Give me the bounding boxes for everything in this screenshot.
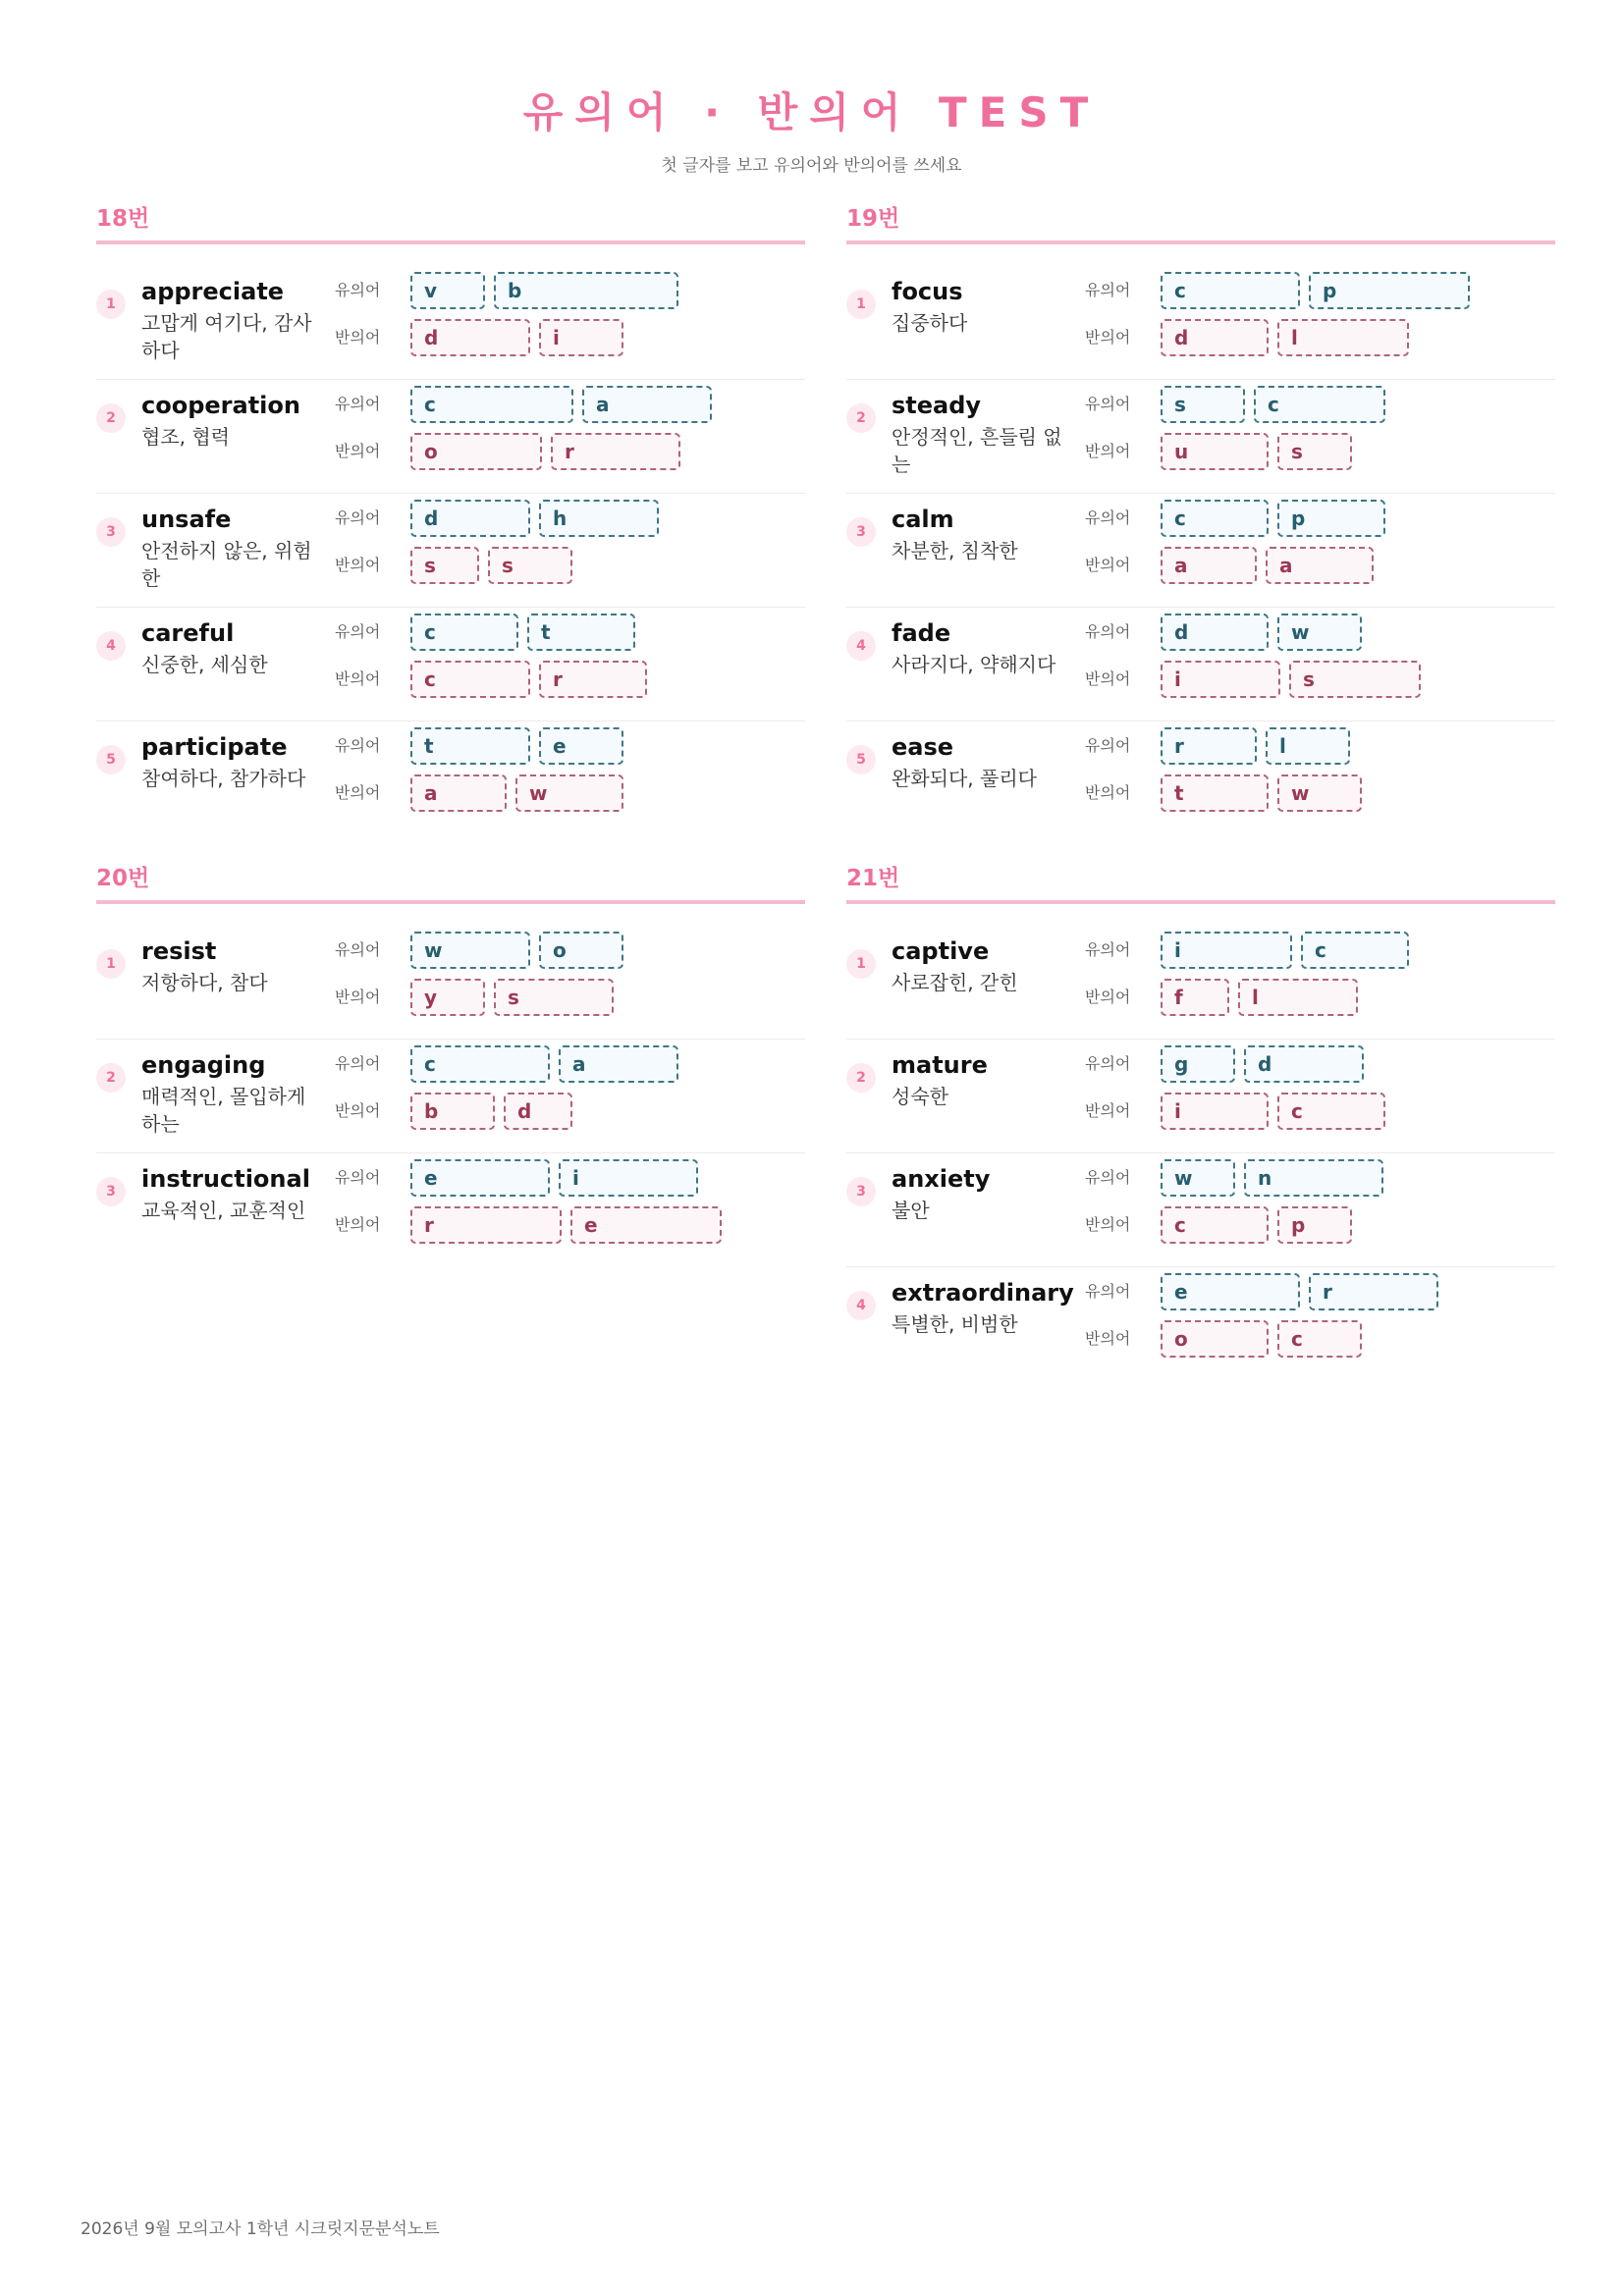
synonym-answer-box[interactable]: w bbox=[1161, 1159, 1235, 1197]
vocab-meaning: 안전하지 않은, 위험한 bbox=[141, 539, 312, 590]
antonym-answer-box[interactable]: d bbox=[1161, 319, 1269, 356]
synonym-answer-row bbox=[410, 727, 623, 765]
antonym-answer-row bbox=[410, 1093, 572, 1130]
item-number-badge: 3 bbox=[846, 1177, 876, 1206]
vocab-item bbox=[96, 721, 805, 835]
antonym-answer-row bbox=[1161, 1206, 1352, 1244]
antonym-answer-row bbox=[1161, 547, 1374, 584]
synonym-answer-row bbox=[410, 932, 623, 969]
item-number-badge: 1 bbox=[96, 949, 126, 979]
section-1 bbox=[96, 200, 805, 835]
vocab-word: ease bbox=[892, 733, 954, 761]
vocab-word: instructional bbox=[141, 1165, 310, 1193]
synonym-answer-row bbox=[410, 386, 712, 423]
synonym-answer-box[interactable]: c bbox=[1301, 932, 1409, 969]
vocab-item bbox=[96, 494, 805, 608]
antonym-label: 반의어 bbox=[1085, 1101, 1131, 1120]
page-subtitle: 첫 글자를 보고 유의어와 반의어를 쓰세요 bbox=[661, 156, 962, 176]
synonym-label: 유의어 bbox=[335, 395, 381, 413]
antonym-answer-box[interactable]: a bbox=[1161, 547, 1257, 584]
antonym-label: 반의어 bbox=[335, 442, 381, 460]
antonym-answer-box[interactable]: t bbox=[1161, 774, 1269, 812]
synonym-answer-box[interactable]: h bbox=[539, 500, 659, 537]
antonym-answer-row bbox=[410, 1206, 722, 1244]
antonym-answer-box[interactable]: s bbox=[410, 547, 479, 584]
synonym-label: 유의어 bbox=[335, 281, 381, 299]
vocab-word: calm bbox=[892, 506, 954, 533]
section-4 bbox=[846, 860, 1555, 1381]
synonym-answer-box[interactable]: d bbox=[1161, 614, 1269, 651]
item-number-badge: 4 bbox=[846, 1291, 876, 1320]
synonym-answer-box[interactable]: r bbox=[1309, 1273, 1438, 1310]
antonym-answer-box[interactable]: l bbox=[1238, 979, 1358, 1016]
vocab-item bbox=[96, 380, 805, 494]
vocab-meaning: 교육적인, 교훈적인 bbox=[141, 1199, 306, 1222]
antonym-label: 반의어 bbox=[335, 556, 381, 574]
vocab-meaning: 협조, 협력 bbox=[141, 425, 230, 449]
synonym-label: 유의어 bbox=[335, 736, 381, 755]
vocab-meaning: 성숙한 bbox=[892, 1085, 948, 1108]
vocab-word: cooperation bbox=[141, 392, 300, 419]
antonym-answer-row bbox=[410, 979, 614, 1016]
synonym-answer-row bbox=[1161, 1045, 1364, 1083]
item-number-badge: 2 bbox=[96, 1063, 126, 1093]
synonym-answer-row bbox=[1161, 614, 1362, 651]
synonym-answer-box[interactable]: e bbox=[539, 727, 623, 765]
page-title: 유의어 · 반의어 TEST bbox=[522, 88, 1101, 136]
synonym-answer-box[interactable]: d bbox=[410, 500, 530, 537]
vocab-word: mature bbox=[892, 1051, 988, 1079]
vocab-word: unsafe bbox=[141, 506, 232, 533]
page-header bbox=[0, 80, 1623, 176]
vocab-meaning: 신중한, 세심한 bbox=[141, 653, 268, 676]
antonym-label: 반의어 bbox=[335, 1101, 381, 1120]
antonym-answer-box[interactable]: s bbox=[494, 979, 614, 1016]
antonym-label: 반의어 bbox=[1085, 328, 1131, 347]
synonym-answer-row bbox=[1161, 727, 1350, 765]
synonym-answer-box[interactable]: t bbox=[527, 614, 635, 651]
section-title: 21번 bbox=[846, 860, 1555, 904]
antonym-answer-box[interactable]: c bbox=[1277, 1093, 1385, 1130]
vocab-item bbox=[846, 1153, 1555, 1267]
synonym-answer-box[interactable]: b bbox=[494, 272, 678, 309]
synonym-answer-box[interactable]: s bbox=[1161, 386, 1245, 423]
vocab-meaning: 사로잡힌, 갇힌 bbox=[892, 971, 1018, 994]
synonym-answer-box[interactable]: w bbox=[410, 932, 530, 969]
antonym-answer-box[interactable]: c bbox=[1277, 1320, 1362, 1358]
synonym-answer-box[interactable]: c bbox=[410, 614, 518, 651]
vocab-item bbox=[96, 266, 805, 380]
synonym-answer-box[interactable]: t bbox=[410, 727, 530, 765]
synonym-answer-box[interactable]: c bbox=[410, 386, 573, 423]
section-3 bbox=[96, 860, 805, 1267]
item-number-badge: 1 bbox=[846, 290, 876, 319]
vocab-meaning: 매력적인, 몰입하게 하는 bbox=[141, 1085, 306, 1136]
antonym-answer-box[interactable]: i bbox=[1161, 661, 1280, 698]
antonym-label: 반의어 bbox=[1085, 783, 1131, 802]
synonym-answer-box[interactable]: a bbox=[582, 386, 712, 423]
antonym-answer-box[interactable]: f bbox=[1161, 979, 1229, 1016]
antonym-answer-box[interactable]: s bbox=[1277, 433, 1352, 470]
synonym-answer-row bbox=[410, 500, 659, 537]
vocab-item bbox=[846, 721, 1555, 835]
antonym-label: 반의어 bbox=[335, 328, 381, 347]
vocab-meaning: 고맙게 여기다, 감사하다 bbox=[141, 311, 312, 362]
antonym-answer-box[interactable]: o bbox=[1161, 1320, 1269, 1358]
antonym-answer-box[interactable]: i bbox=[539, 319, 623, 356]
synonym-label: 유의어 bbox=[335, 508, 381, 527]
synonym-answer-row bbox=[1161, 272, 1470, 309]
vocab-item bbox=[846, 266, 1555, 380]
antonym-answer-box[interactable]: r bbox=[410, 1206, 562, 1244]
synonym-label: 유의어 bbox=[1085, 1054, 1131, 1073]
synonym-answer-box[interactable]: c bbox=[1161, 272, 1300, 309]
antonym-answer-box[interactable]: a bbox=[1266, 547, 1374, 584]
vocab-word: captive bbox=[892, 937, 990, 965]
synonym-answer-box[interactable]: l bbox=[1266, 727, 1350, 765]
synonym-label: 유의어 bbox=[1085, 395, 1131, 413]
antonym-label: 반의어 bbox=[335, 1215, 381, 1234]
synonym-answer-box[interactable]: c bbox=[1254, 386, 1385, 423]
vocab-item bbox=[96, 926, 805, 1040]
vocab-meaning: 특별한, 비범한 bbox=[892, 1312, 1018, 1336]
synonym-answer-box[interactable]: p bbox=[1309, 272, 1470, 309]
antonym-label: 반의어 bbox=[335, 669, 381, 688]
vocab-word: extraordinary bbox=[892, 1279, 1074, 1307]
antonym-answer-row bbox=[1161, 1093, 1385, 1130]
antonym-answer-box[interactable]: o bbox=[410, 433, 542, 470]
synonym-answer-row bbox=[1161, 1273, 1438, 1310]
synonym-answer-box[interactable]: e bbox=[1161, 1273, 1300, 1310]
antonym-label: 반의어 bbox=[1085, 669, 1131, 688]
vocab-word: focus bbox=[892, 278, 963, 305]
synonym-label: 유의어 bbox=[1085, 940, 1131, 959]
vocab-word: resist bbox=[141, 937, 217, 965]
item-number-badge: 4 bbox=[846, 631, 876, 661]
vocab-item bbox=[846, 380, 1555, 494]
vocab-item bbox=[846, 494, 1555, 608]
antonym-answer-box[interactable]: w bbox=[1277, 774, 1362, 812]
item-number-badge: 1 bbox=[846, 949, 876, 979]
antonym-answer-row bbox=[1161, 661, 1421, 698]
antonym-answer-box[interactable]: c bbox=[1161, 1206, 1269, 1244]
vocab-word: anxiety bbox=[892, 1165, 991, 1193]
synonym-label: 유의어 bbox=[335, 1168, 381, 1187]
antonym-answer-box[interactable]: a bbox=[410, 774, 507, 812]
synonym-label: 유의어 bbox=[1085, 736, 1131, 755]
antonym-answer-row bbox=[410, 547, 572, 584]
synonym-answer-box[interactable]: v bbox=[410, 272, 485, 309]
antonym-answer-row bbox=[410, 774, 623, 812]
item-number-badge: 4 bbox=[96, 631, 126, 661]
synonym-answer-row bbox=[1161, 386, 1385, 423]
antonym-answer-box[interactable]: c bbox=[410, 661, 530, 698]
item-number-badge: 5 bbox=[96, 745, 126, 774]
synonym-answer-box[interactable]: e bbox=[410, 1159, 550, 1197]
antonym-answer-box[interactable]: r bbox=[539, 661, 647, 698]
vocab-item bbox=[846, 608, 1555, 721]
antonym-answer-box[interactable]: u bbox=[1161, 433, 1269, 470]
section-title: 19번 bbox=[846, 200, 1555, 244]
item-number-badge: 3 bbox=[96, 517, 126, 547]
vocab-meaning: 완화되다, 풀리다 bbox=[892, 767, 1037, 790]
synonym-answer-row bbox=[1161, 1159, 1383, 1197]
vocab-meaning: 사라지다, 약해지다 bbox=[892, 653, 1056, 676]
item-number-badge: 3 bbox=[96, 1177, 126, 1206]
synonym-label: 유의어 bbox=[1085, 508, 1131, 527]
antonym-answer-box[interactable]: p bbox=[1277, 1206, 1352, 1244]
antonym-label: 반의어 bbox=[1085, 1215, 1131, 1234]
antonym-answer-row bbox=[410, 661, 647, 698]
vocab-item bbox=[96, 1040, 805, 1153]
synonym-answer-row bbox=[410, 1045, 678, 1083]
synonym-answer-box[interactable]: d bbox=[1244, 1045, 1364, 1083]
antonym-answer-box[interactable]: i bbox=[1161, 1093, 1269, 1130]
synonym-label: 유의어 bbox=[335, 1054, 381, 1073]
item-number-badge: 5 bbox=[846, 745, 876, 774]
synonym-answer-box[interactable]: r bbox=[1161, 727, 1257, 765]
synonym-answer-box[interactable]: p bbox=[1277, 500, 1385, 537]
antonym-answer-box[interactable]: w bbox=[515, 774, 623, 812]
antonym-answer-box[interactable]: b bbox=[410, 1093, 495, 1130]
antonym-answer-box[interactable]: r bbox=[551, 433, 680, 470]
synonym-answer-box[interactable]: o bbox=[539, 932, 623, 969]
antonym-answer-box[interactable]: d bbox=[410, 319, 530, 356]
synonym-label: 유의어 bbox=[1085, 1282, 1131, 1301]
antonym-answer-row bbox=[1161, 319, 1409, 356]
antonym-label: 반의어 bbox=[335, 988, 381, 1006]
vocab-item bbox=[846, 1040, 1555, 1153]
synonym-answer-box[interactable]: w bbox=[1277, 614, 1362, 651]
vocab-word: appreciate bbox=[141, 278, 285, 305]
vocab-word: steady bbox=[892, 392, 982, 419]
antonym-answer-box[interactable]: e bbox=[570, 1206, 722, 1244]
antonym-answer-box[interactable]: s bbox=[1289, 661, 1421, 698]
vocab-meaning: 안정적인, 흔들림 없는 bbox=[892, 425, 1062, 476]
vocab-item bbox=[96, 1153, 805, 1267]
item-number-badge: 2 bbox=[846, 403, 876, 433]
item-number-badge: 2 bbox=[96, 403, 126, 433]
vocab-meaning: 차분한, 침착한 bbox=[892, 539, 1018, 562]
antonym-label: 반의어 bbox=[1085, 988, 1131, 1006]
vocab-word: careful bbox=[141, 619, 235, 647]
synonym-answer-box[interactable]: i bbox=[559, 1159, 698, 1197]
synonym-label: 유의어 bbox=[335, 622, 381, 641]
vocab-item bbox=[846, 1267, 1555, 1381]
antonym-label: 반의어 bbox=[1085, 1329, 1131, 1348]
vocab-word: fade bbox=[892, 619, 951, 647]
antonym-answer-row bbox=[1161, 1320, 1362, 1358]
footer-text: 2026년 9월 모의고사 1학년 시크릿지문분석노트 bbox=[81, 2219, 440, 2239]
antonym-label: 반의어 bbox=[335, 783, 381, 802]
antonym-answer-box[interactable]: l bbox=[1277, 319, 1409, 356]
synonym-answer-box[interactable]: c bbox=[1161, 500, 1269, 537]
antonym-answer-row bbox=[410, 433, 680, 470]
synonym-answer-box[interactable]: n bbox=[1244, 1159, 1383, 1197]
item-number-badge: 1 bbox=[96, 290, 126, 319]
synonym-answer-row bbox=[1161, 500, 1385, 537]
synonym-label: 유의어 bbox=[1085, 1168, 1131, 1187]
synonym-answer-row bbox=[410, 272, 678, 309]
antonym-label: 반의어 bbox=[1085, 442, 1131, 460]
synonym-label: 유의어 bbox=[1085, 622, 1131, 641]
antonym-answer-row bbox=[1161, 774, 1362, 812]
synonym-answer-box[interactable]: c bbox=[410, 1045, 550, 1083]
vocab-meaning: 불안 bbox=[892, 1199, 930, 1222]
synonym-answer-row bbox=[1161, 932, 1409, 969]
synonym-answer-box[interactable]: i bbox=[1161, 932, 1292, 969]
synonym-answer-box[interactable]: a bbox=[559, 1045, 678, 1083]
antonym-answer-box[interactable]: d bbox=[504, 1093, 572, 1130]
antonym-answer-box[interactable]: s bbox=[488, 547, 572, 584]
vocab-item bbox=[846, 926, 1555, 1040]
antonym-label: 반의어 bbox=[1085, 556, 1131, 574]
vocab-word: engaging bbox=[141, 1051, 266, 1079]
synonym-answer-row bbox=[410, 1159, 698, 1197]
antonym-answer-row bbox=[410, 319, 623, 356]
synonym-label: 유의어 bbox=[1085, 281, 1131, 299]
antonym-answer-row bbox=[1161, 979, 1358, 1016]
vocab-meaning: 저항하다, 참다 bbox=[141, 971, 268, 994]
vocab-item bbox=[96, 608, 805, 721]
antonym-answer-box[interactable]: y bbox=[410, 979, 485, 1016]
section-title: 20번 bbox=[96, 860, 805, 904]
synonym-answer-row bbox=[410, 614, 635, 651]
vocab-word: participate bbox=[141, 733, 288, 761]
item-number-badge: 3 bbox=[846, 517, 876, 547]
synonym-label: 유의어 bbox=[335, 940, 381, 959]
vocab-meaning: 집중하다 bbox=[892, 311, 968, 335]
section-title: 18번 bbox=[96, 200, 805, 244]
item-number-badge: 2 bbox=[846, 1063, 876, 1093]
vocab-meaning: 참여하다, 참가하다 bbox=[141, 767, 306, 790]
antonym-answer-row bbox=[1161, 433, 1352, 470]
section-2 bbox=[846, 200, 1555, 835]
synonym-answer-box[interactable]: g bbox=[1161, 1045, 1235, 1083]
